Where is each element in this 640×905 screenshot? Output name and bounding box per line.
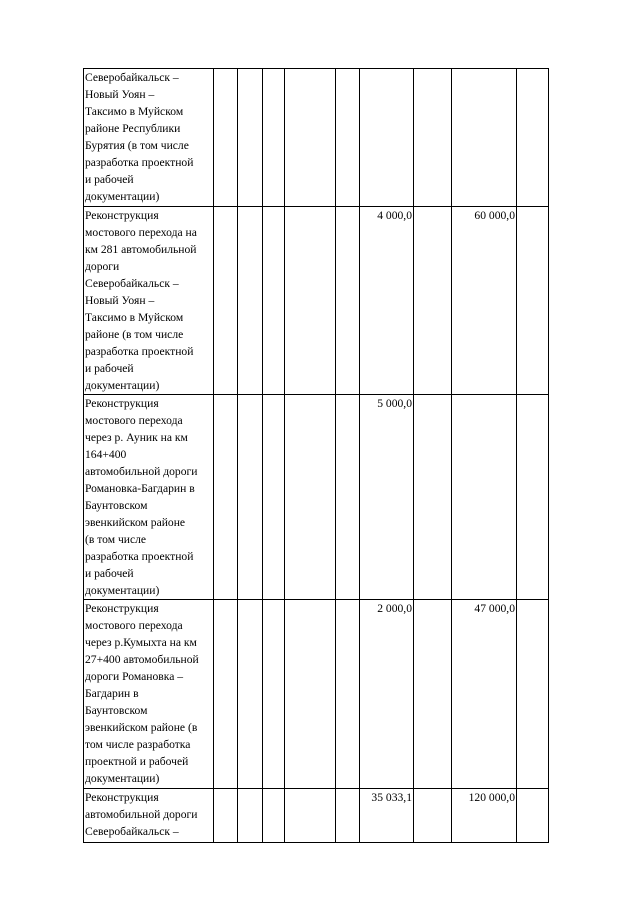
empty-cell	[517, 789, 549, 843]
value-a-cell	[360, 789, 414, 843]
empty-cell	[238, 395, 263, 600]
empty-cell	[336, 395, 360, 600]
empty-cell	[214, 69, 238, 207]
description-line: Романовка-Багдарин в	[85, 482, 195, 495]
value-b-cell	[452, 207, 517, 395]
description-line: эвенкийском районе (в	[85, 721, 198, 734]
empty-cell	[285, 395, 336, 600]
description-line: Реконструкция	[85, 209, 159, 222]
project-description-cell	[84, 395, 214, 600]
description-line: Баунтовском	[85, 704, 148, 717]
empty-cell	[285, 789, 336, 843]
value-b-cell	[452, 395, 517, 600]
empty-cell	[414, 789, 452, 843]
table-row	[84, 600, 549, 789]
description-line: Реконструкция	[85, 791, 159, 804]
description-line: эвенкийском районе	[85, 516, 186, 529]
description-line: документации)	[85, 584, 160, 597]
empty-cell	[263, 207, 285, 395]
project-description-cell	[84, 789, 214, 843]
empty-cell	[414, 69, 452, 207]
empty-cell	[336, 69, 360, 207]
description-line: разработка проектной	[85, 156, 194, 169]
description-line: документации)	[85, 379, 160, 392]
description-line: Северобайкальск –	[85, 277, 179, 290]
value-b-cell	[452, 600, 517, 789]
value-a: 2 000,0	[377, 602, 412, 615]
empty-cell	[214, 207, 238, 395]
table-row	[84, 69, 549, 207]
empty-cell	[285, 207, 336, 395]
empty-cell	[285, 600, 336, 789]
description-line: (в том числе	[85, 533, 147, 546]
table-row	[84, 207, 549, 395]
description-line: 164+400	[85, 448, 127, 461]
description-line: и рабочей	[85, 173, 134, 186]
empty-cell	[517, 69, 549, 207]
description-line: через р. Ауник на км	[85, 431, 188, 444]
description-line: автомобильной дороги	[85, 465, 198, 478]
value-a: 4 000,0	[377, 209, 412, 222]
value-b: 60 000,0	[474, 209, 515, 222]
empty-cell	[517, 600, 549, 789]
description-line: Багдарин в	[85, 687, 139, 700]
description-line: документации)	[85, 772, 160, 785]
empty-cell	[336, 789, 360, 843]
description-line: Реконструкция	[85, 397, 159, 410]
empty-cell	[263, 395, 285, 600]
value-a: 5 000,0	[377, 397, 412, 410]
empty-cell	[238, 789, 263, 843]
description-line: через р.Кумыхта на км	[85, 636, 197, 649]
description-line: мостового перехода на	[85, 226, 197, 239]
value-b: 47 000,0	[474, 602, 515, 615]
description-line: мостового перехода	[85, 414, 183, 427]
value-a-cell	[360, 395, 414, 600]
table-row	[84, 789, 549, 843]
value-b-cell	[452, 69, 517, 207]
empty-cell	[336, 600, 360, 789]
empty-cell	[263, 69, 285, 207]
description-line: и рабочей	[85, 362, 134, 375]
project-description-cell	[84, 69, 214, 207]
empty-cell	[214, 789, 238, 843]
description-line: и рабочей	[85, 567, 134, 580]
description-line: Таксимо в Муйском	[85, 311, 184, 324]
description-line: Северобайкальск –	[85, 71, 179, 84]
project-description-cell	[84, 600, 214, 789]
description-line: Бурятия (в том числе	[85, 139, 189, 152]
value-a-cell	[360, 69, 414, 207]
description-line: дороги	[85, 260, 120, 273]
description-line: Северобайкальск –	[85, 825, 179, 838]
description-line: районе Республики	[85, 122, 181, 135]
description-line: разработка проектной	[85, 550, 194, 563]
description-line: Реконструкция	[85, 602, 159, 615]
empty-cell	[517, 395, 549, 600]
empty-cell	[263, 789, 285, 843]
table-body	[84, 69, 549, 843]
empty-cell	[414, 600, 452, 789]
description-line: районе (в том числе	[85, 328, 184, 341]
empty-cell	[238, 69, 263, 207]
investment-table	[83, 68, 549, 843]
value-a-cell	[360, 600, 414, 789]
empty-cell	[214, 395, 238, 600]
description-line: автомобильной дороги	[85, 808, 198, 821]
empty-cell	[285, 69, 336, 207]
value-a: 35 033,1	[371, 791, 412, 804]
empty-cell	[414, 207, 452, 395]
value-b-cell	[452, 789, 517, 843]
empty-cell	[263, 600, 285, 789]
description-line: документации)	[85, 190, 160, 203]
empty-cell	[414, 395, 452, 600]
empty-cell	[238, 207, 263, 395]
empty-cell	[238, 600, 263, 789]
description-line: км 281 автомобильной	[85, 243, 197, 256]
description-line: разработка проектной	[85, 345, 194, 358]
description-line: мостового перехода	[85, 619, 183, 632]
value-b: 120 000,0	[468, 791, 515, 804]
empty-cell	[214, 600, 238, 789]
project-description-cell	[84, 207, 214, 395]
description-line: проектной и рабочей	[85, 755, 189, 768]
description-line: том числе разработка	[85, 738, 191, 751]
description-line: Новый Уоян –	[85, 88, 155, 101]
description-line: 27+400 автомобильной	[85, 653, 199, 666]
empty-cell	[336, 207, 360, 395]
description-line: Баунтовском	[85, 499, 148, 512]
value-a-cell	[360, 207, 414, 395]
table-row	[84, 395, 549, 600]
description-line: Таксимо в Муйском	[85, 105, 184, 118]
empty-cell	[517, 207, 549, 395]
description-line: Новый Уоян –	[85, 294, 155, 307]
description-line: дороги Романовка –	[85, 670, 184, 683]
